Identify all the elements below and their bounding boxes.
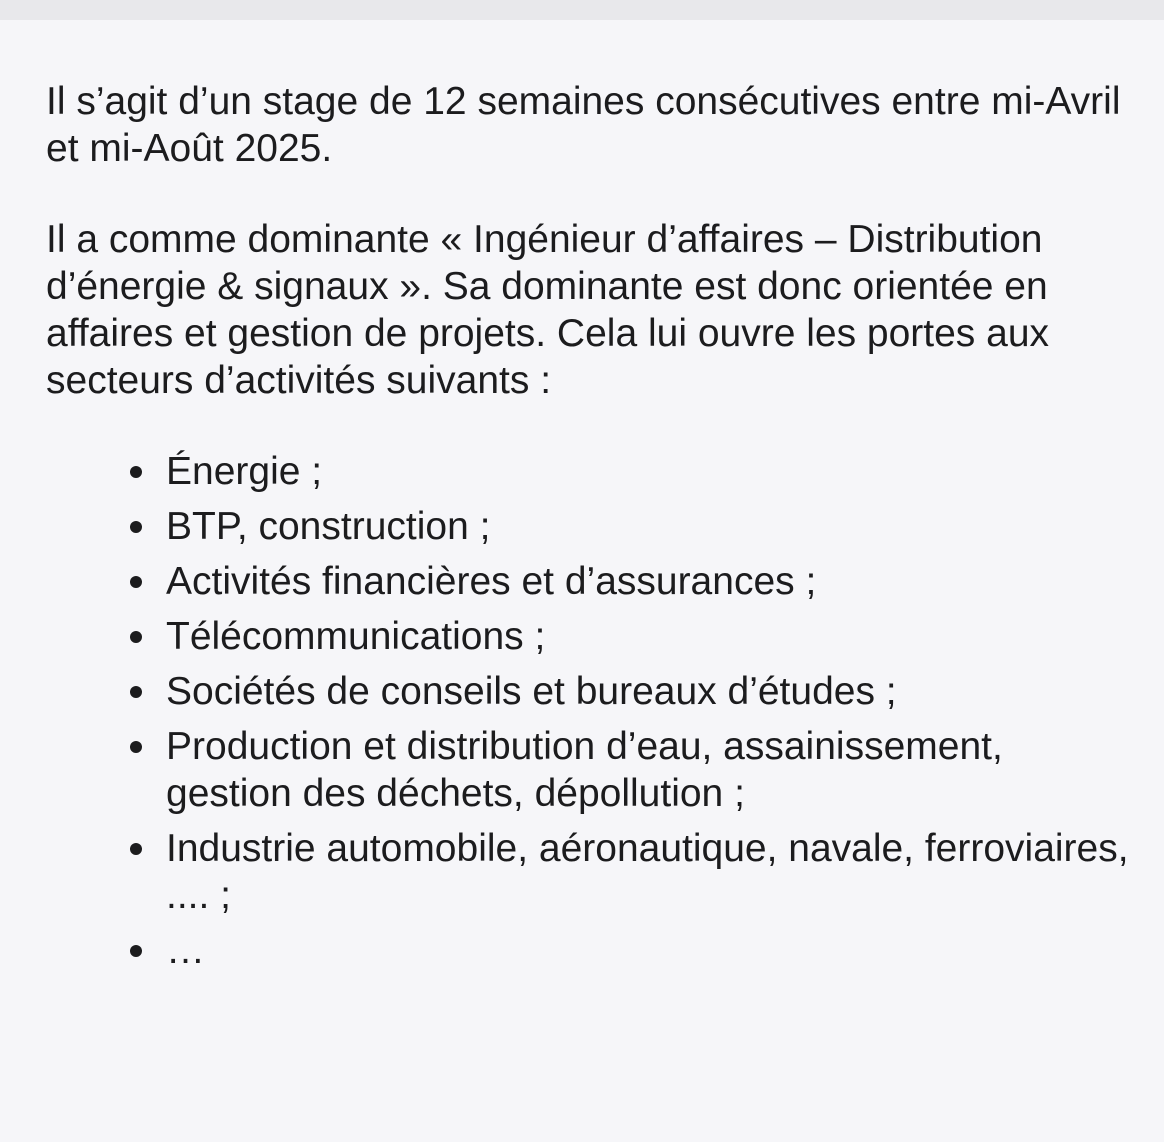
- sector-label: …: [166, 929, 205, 972]
- list-item: [126, 503, 1136, 550]
- sector-label: Télécommunications ;: [166, 615, 546, 658]
- list-item: [126, 448, 1136, 495]
- message-card: [0, 20, 1164, 1142]
- sector-label: Activités financières et d’assurances ;: [166, 560, 817, 603]
- bullet-icon: [130, 945, 142, 957]
- sector-label: Production et distribution d’eau, assainissement, gestion des déchets, dépollution ;: [166, 725, 1003, 815]
- bullet-icon: [130, 466, 142, 478]
- sector-label: Industrie automobile, aéronautique, navale, ferroviaires, .... ;: [166, 827, 1129, 917]
- bullet-icon: [130, 741, 142, 753]
- paragraph-dominant: Il a comme dominante « Ingénieur d’affaires – Distribution d’énergie & signaux ». Sa dominante est donc orientée en affaires et gestion de projets. Cela lui ouvre les portes aux secteurs d’activités suivants :: [46, 218, 1050, 402]
- list-item: [126, 558, 1136, 605]
- sector-label: BTP, construction ;: [166, 505, 491, 548]
- sector-label: Sociétés de conseils et bureaux d’études ;: [166, 670, 897, 713]
- list-item: [126, 927, 1136, 974]
- list-item: [126, 668, 1136, 715]
- bullet-icon: [130, 843, 142, 855]
- list-item: [126, 613, 1136, 660]
- bullet-icon: [130, 521, 142, 533]
- bullet-icon: [130, 576, 142, 588]
- bullet-icon: [130, 631, 142, 643]
- top-bar: [0, 0, 1164, 20]
- bullet-icon: [130, 686, 142, 698]
- list-item: [126, 825, 1136, 919]
- paragraph-internship-period: Il s’agit d’un stage de 12 semaines consécutives entre mi-Avril et mi-Août 2025.: [46, 80, 1121, 170]
- sector-label: Énergie ;: [166, 450, 323, 493]
- list-item: [126, 723, 1136, 817]
- sector-list: [126, 448, 1136, 982]
